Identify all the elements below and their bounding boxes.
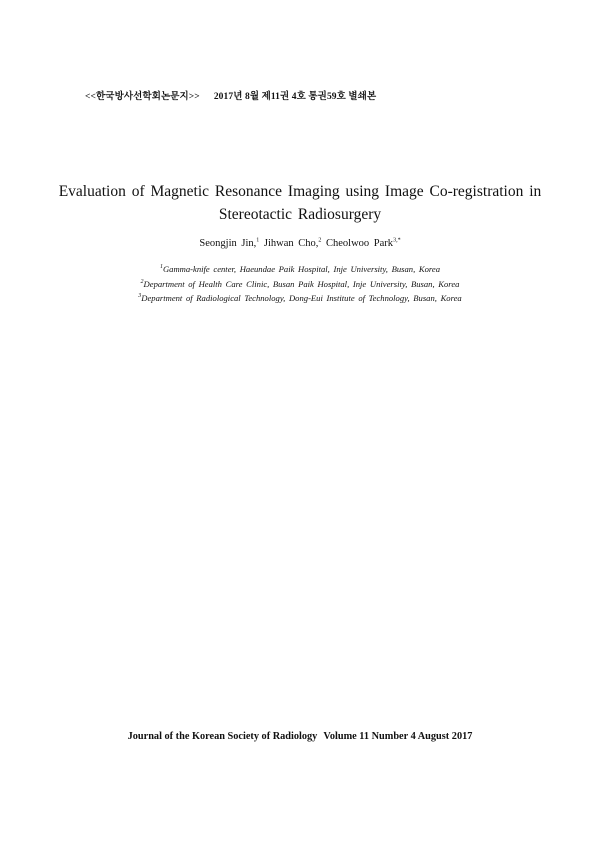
affiliation-mark: 2	[140, 278, 144, 285]
author-affiliation-mark: 1	[256, 237, 260, 244]
affiliation-text: Gamma-knife center, Haeundae Paik Hospital, Inje University, Busan, Korea	[162, 264, 441, 274]
journal-english-name: Journal of the Korean Society of Radiology	[127, 731, 318, 742]
author-list	[0, 238, 600, 249]
author-name: Seongjin Jin,	[199, 238, 257, 249]
reprint-header	[85, 88, 376, 102]
affiliation-item	[0, 262, 600, 277]
author-affiliation-mark: 2	[318, 237, 322, 244]
author-affiliation-mark: 3,*	[393, 237, 401, 244]
affiliation-mark: 1	[159, 264, 163, 271]
affiliation-item	[0, 277, 600, 292]
author-name: Cheolwoo Park	[326, 238, 394, 249]
journal-korean-name: <<한국방사선학회논문지>>	[85, 92, 200, 102]
journal-footer	[0, 731, 600, 742]
affiliation-text: Department of Radiological Technology, Dong-Eui Institute of Technology, Busan, Korea	[141, 293, 462, 303]
volume-info: Volume 11 Number 4 August 2017	[323, 731, 473, 742]
affiliation-mark: 3	[138, 293, 142, 300]
article-title	[0, 180, 600, 226]
affiliation-text: Department of Health Care Clinic, Busan Paik Hospital, Inje University, Busan, Korea	[143, 278, 460, 289]
affiliation-list	[0, 262, 600, 306]
author-name: Jihwan Cho,	[263, 238, 319, 249]
article-title-line-1: Evaluation of Magnetic Resonance Imaging using Image Co-registration in	[58, 183, 542, 200]
article-title-line-2: Stereotactic Radiosurgery	[218, 206, 382, 223]
issue-info: 2017년 8월 제11권 4호 통권59호 별쇄본	[213, 92, 377, 102]
affiliation-item	[0, 291, 600, 306]
